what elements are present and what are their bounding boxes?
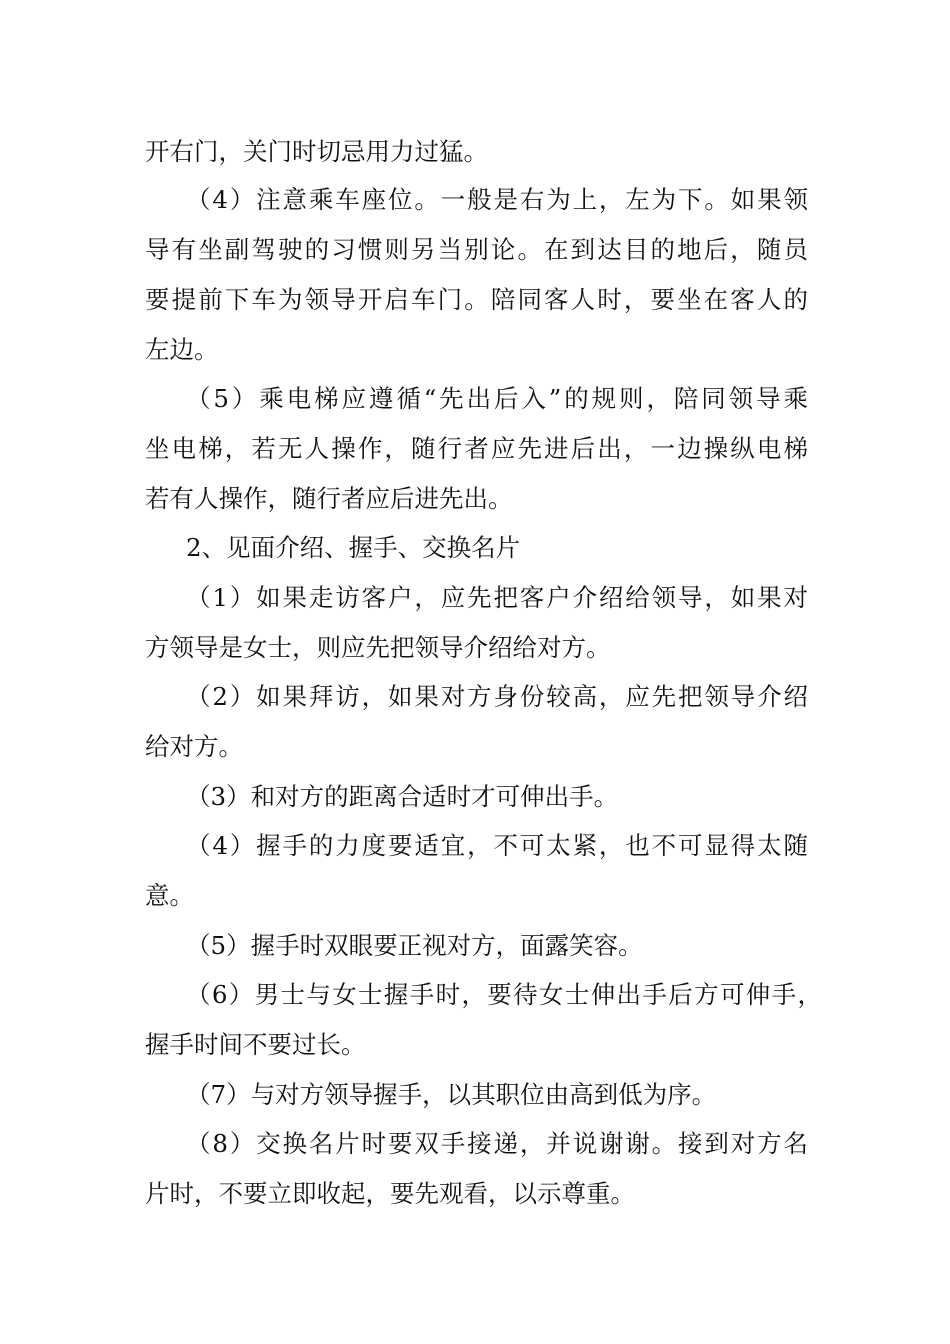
text-line: 导有坐副驾驶的习惯则另当别论。在到达目的地后，随员 <box>145 235 808 264</box>
text-line: 开右门，关门时切忌用力过猛。 <box>145 137 488 166</box>
text-line: 坐电梯，若无人操作，随行者应先进后出，一边操纵电梯 <box>145 434 808 463</box>
text-line: 若有人操作，随行者应后进先出。 <box>145 484 513 513</box>
text-line: （4）注意乘车座位。一般是右为上，左为下。如果领 <box>186 185 808 214</box>
text-line: 方领导是女士，则应先把领导介绍给对方。 <box>145 633 611 662</box>
text-line: （4）握手的力度要适宜，不可太紧，也不可显得太随 <box>186 831 808 860</box>
text-line: 握手时间不要过长。 <box>145 1030 366 1059</box>
text-line: 要提前下车为领导开启车门。陪同客人时，要坐在客人的 <box>145 285 808 314</box>
text-line: （6）男士与女士握手时，要待女士伸出手后方可伸手， <box>186 980 822 1009</box>
text-line: （1）如果走访客户，应先把客户介绍给领导，如果对 <box>186 583 808 612</box>
text-line: （8）交换名片时要双手接递，并说谢谢。接到对方名 <box>186 1129 808 1158</box>
text-line: 给对方。 <box>145 732 243 761</box>
section-heading: 2、见面介绍、握手、交换名片 <box>186 533 521 562</box>
text-line: （2）如果拜访，如果对方身份较高，应先把领导介绍 <box>186 682 808 711</box>
text-line: 意。 <box>145 881 194 910</box>
text-line: 左边。 <box>145 335 219 364</box>
text-line: 片时，不要立即收起，要先观看，以示尊重。 <box>145 1179 635 1208</box>
text-line: （7）与对方领导握手，以其职位由高到低为序。 <box>186 1080 717 1109</box>
text-line: （5）乘电梯应遵循“先出后入”的规则，陪同领导乘 <box>186 384 808 413</box>
text-line: （5）握手时双眼要正视对方，面露笑容。 <box>186 931 643 960</box>
text-line: （3）和对方的距离合适时才可伸出手。 <box>186 782 619 811</box>
